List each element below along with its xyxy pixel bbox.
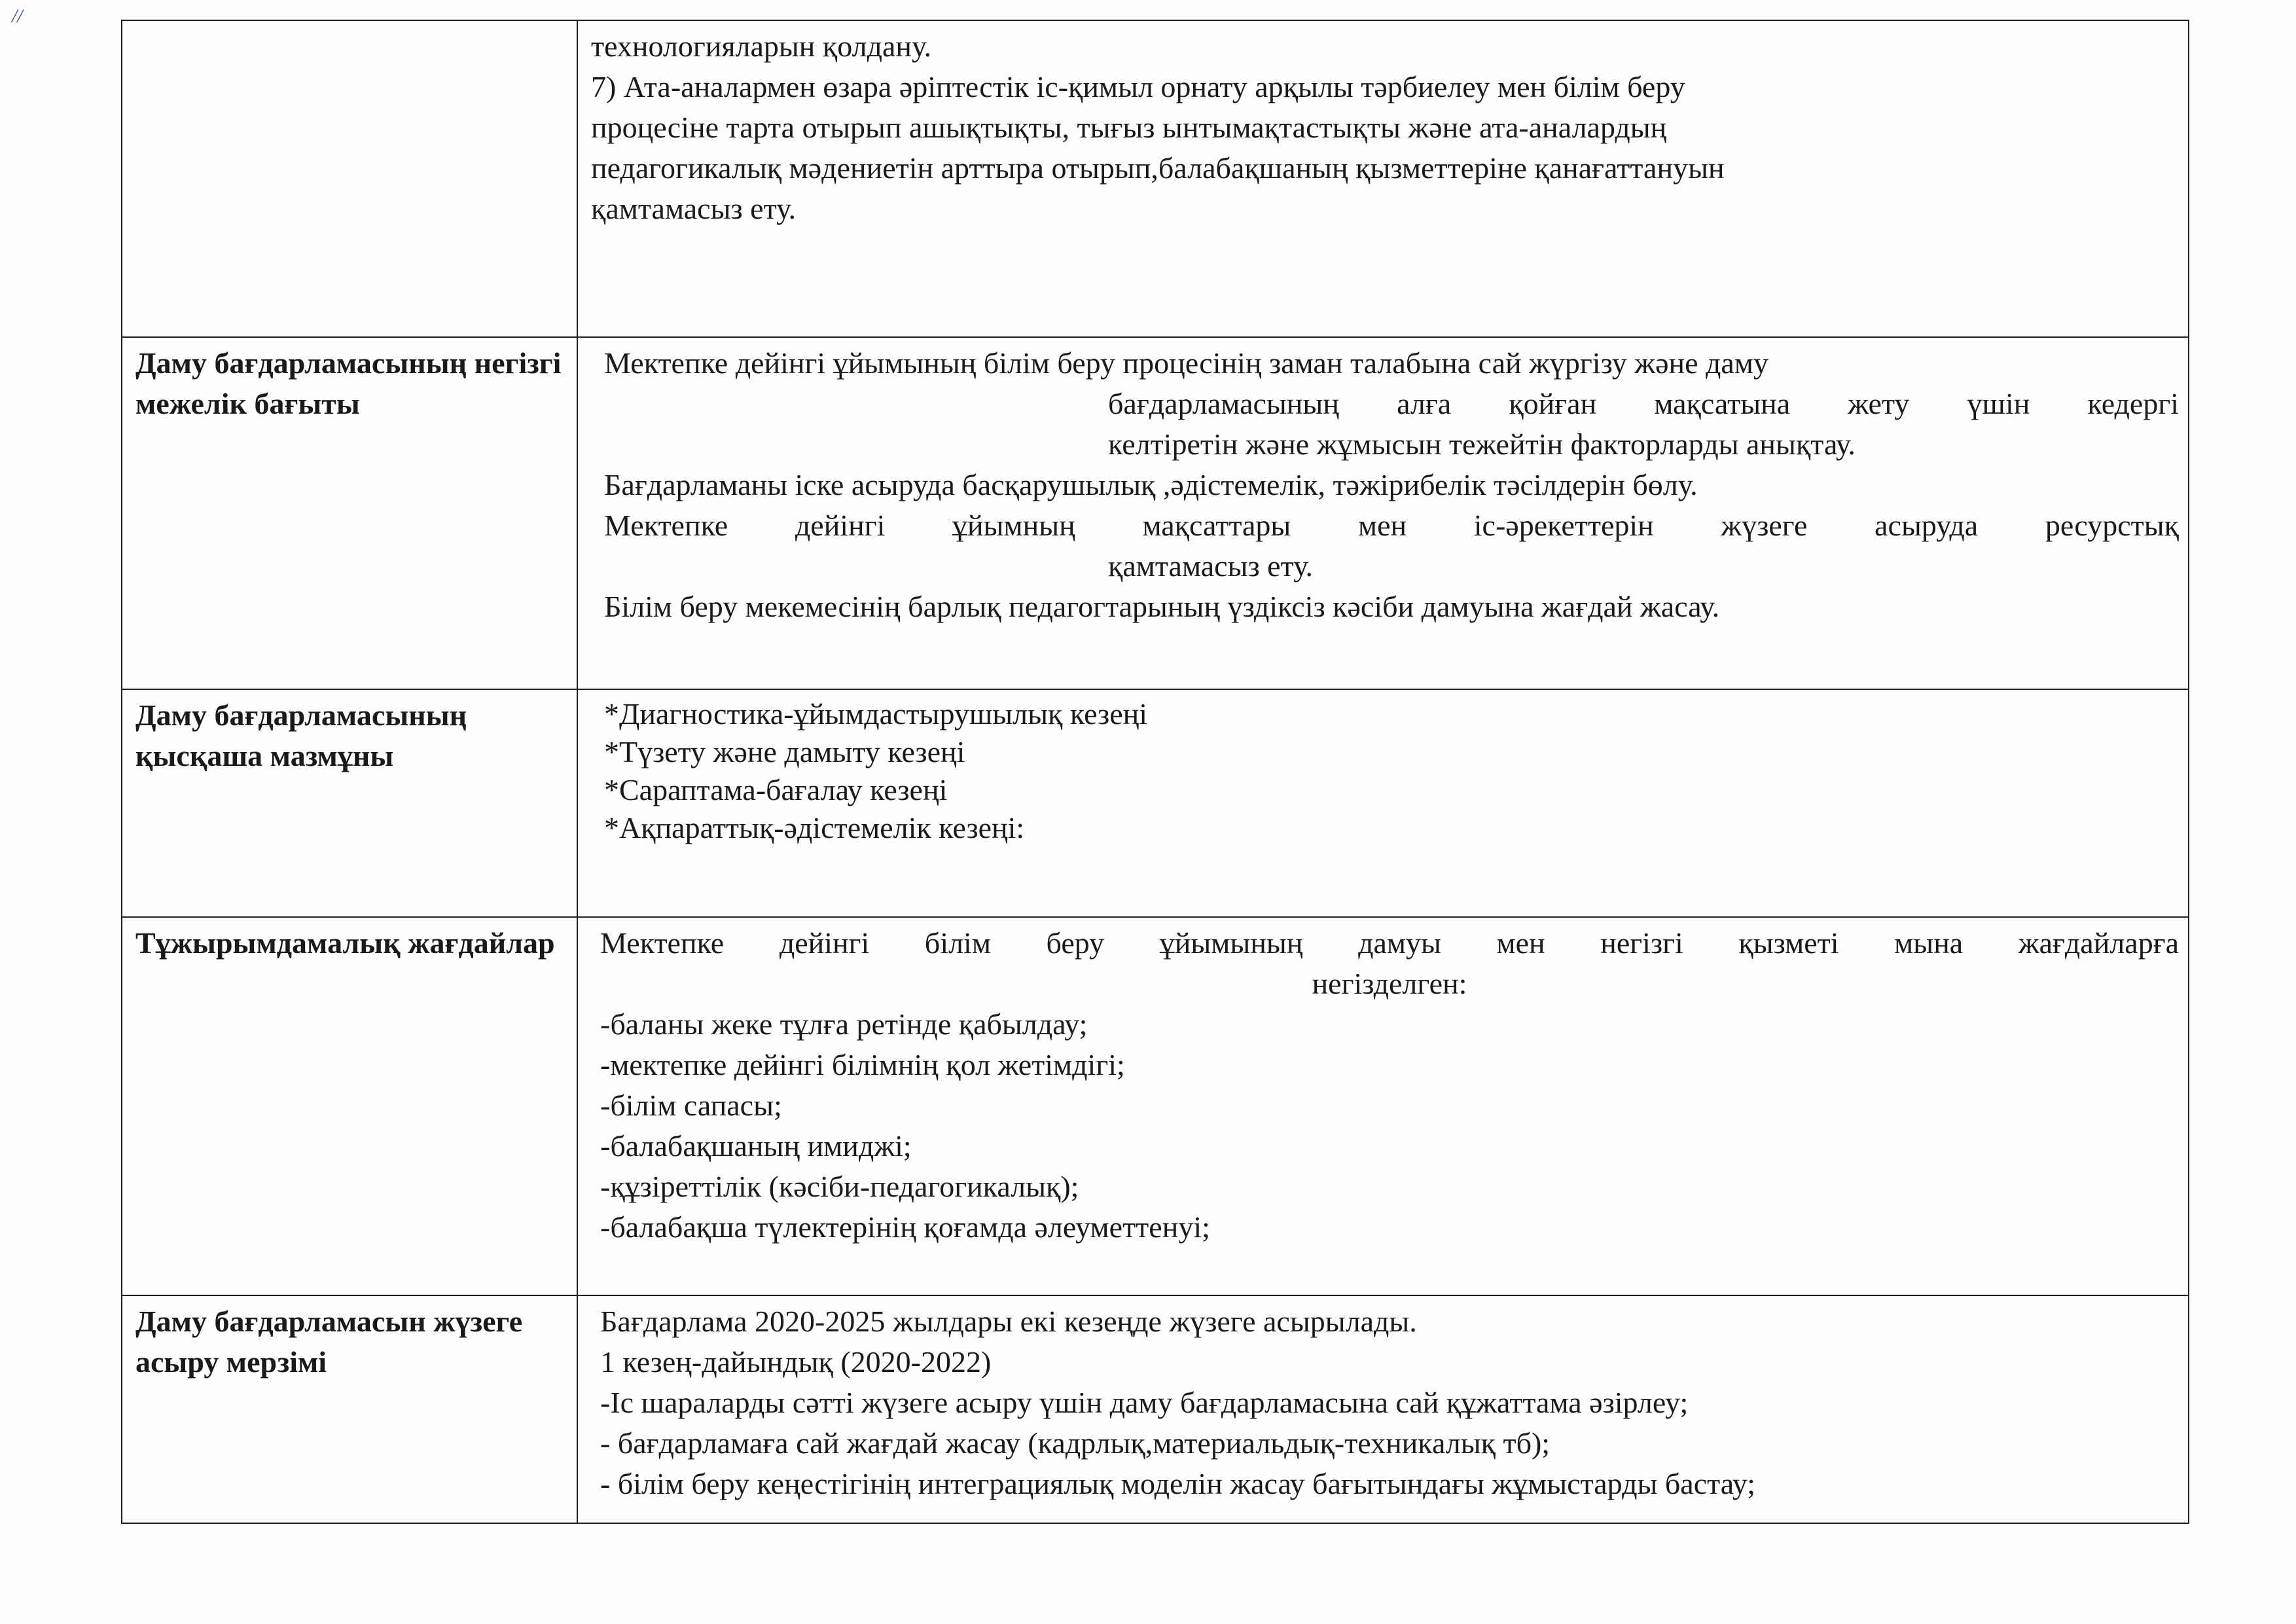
text-line: -Іс шараларды сәтті жүзеге асыру үшін даму бағдарламасына сай құжаттама әзірлеу; <box>600 1386 1689 1419</box>
row-label: Даму бағдарламасын жүзеге асыру мерзімі <box>122 1295 577 1523</box>
row-content <box>577 1295 2189 1523</box>
text-line: педагогикалық мәдениетін арттыра отырып,балабақшаның қызметтеріне қанағаттануын <box>591 151 1725 185</box>
text-line: процесіне тарта отырып ашықтықты, тығыз ынтымақтастықты және ата-аналардың <box>591 111 1667 144</box>
row-content <box>577 917 2189 1295</box>
text-line: - білім беру кеңестігінің интеграциялық моделін жасау бағытындағы жұмыстарды бастау; <box>600 1467 1756 1500</box>
program-table <box>121 20 2189 1524</box>
row-content <box>577 20 2189 337</box>
text-line: бағдарламасының алға қойған мақсатына жету үшін кедергі <box>1108 387 2179 420</box>
text-line: келтіретін және жұмысын тежейтін факторларды анықтау. <box>1108 427 1856 461</box>
list-item: *Сараптама-бағалау кезеңі <box>604 773 948 806</box>
row-content <box>577 337 2189 689</box>
text-line: 7) Ата-аналармен өзара әріптестік іс-қимыл орнату арқылы тәрбиелеу мен білім беру <box>591 70 1685 103</box>
text-line: Мектепке дейінгі ұйымның мақсаттары мен іс-әрекеттерін жүзеге асыруда ресурстық <box>604 509 2179 542</box>
list-item: *Түзету және дамыту кезеңі <box>604 735 965 768</box>
table-row <box>122 337 2189 689</box>
text-line: технологияларын қолдану. <box>591 29 931 63</box>
list-item: -баланы жеке тұлға ретінде қабылдау; <box>600 1007 1088 1041</box>
table-row <box>122 20 2189 337</box>
table-row <box>122 689 2189 917</box>
text-line: Бағдарлама 2020-2025 жылдары екі кезеңде жүзеге асырылады. <box>600 1305 1417 1338</box>
list-item: *Диагностика-ұйымдастырушылық кезеңі <box>604 697 1148 731</box>
text-line: негізделген: <box>1312 967 1467 1000</box>
row-label <box>122 20 577 337</box>
list-item: -балабақша түлектерінің қоғамда әлеуметтенуі; <box>600 1210 1210 1244</box>
row-content <box>577 689 2189 917</box>
row-label: Тұжырымдамалық жағдайлар <box>122 917 577 1295</box>
text-line: Бағдарламаны іске асыруда басқарушылық ,әдістемелік, тәжірибелік тәсілдерін бөлу. <box>604 468 1698 501</box>
row-label: Даму бағдарламасының қысқаша мазмұны <box>122 689 577 917</box>
text-line: 1 кезең-дайындық (2020-2022) <box>600 1345 992 1379</box>
list-item: -құзіреттілік (кәсіби-педагогикалық); <box>600 1170 1079 1203</box>
list-item: *Ақпараттық-әдістемелік кезеңі: <box>604 811 1025 844</box>
list-item: -білім сапасы; <box>600 1089 782 1122</box>
text-line: қамтамасыз ету. <box>591 192 796 225</box>
list-item: -балабақшаның имиджі; <box>600 1129 912 1163</box>
text-line: - бағдарламаға сай жағдай жасау (кадрлық,материальдық-техникалық тб); <box>600 1426 1551 1460</box>
text-line: Білім беру мекемесінің барлық педагогтарының үздіксіз кәсіби дамуына жағдай жасау. <box>604 590 1720 623</box>
text-line: Мектепке дейінгі ұйымының білім беру процесінің заман талабына сай жүргізу және даму <box>604 346 1768 380</box>
list-item: -мектепке дейінгі білімнің қол жетімдігі; <box>600 1048 1125 1081</box>
table-row <box>122 1295 2189 1523</box>
text-line: қамтамасыз ету. <box>1108 549 1313 583</box>
corner-mark: // <box>12 5 23 27</box>
row-label: Даму бағдарламасының негізгі межелік бағыты <box>122 337 577 689</box>
text-line: Мектепке дейінгі білім беру ұйымының дамуы мен негізгі қызметі мына жағдайларға <box>600 926 2179 960</box>
table-row <box>122 917 2189 1295</box>
